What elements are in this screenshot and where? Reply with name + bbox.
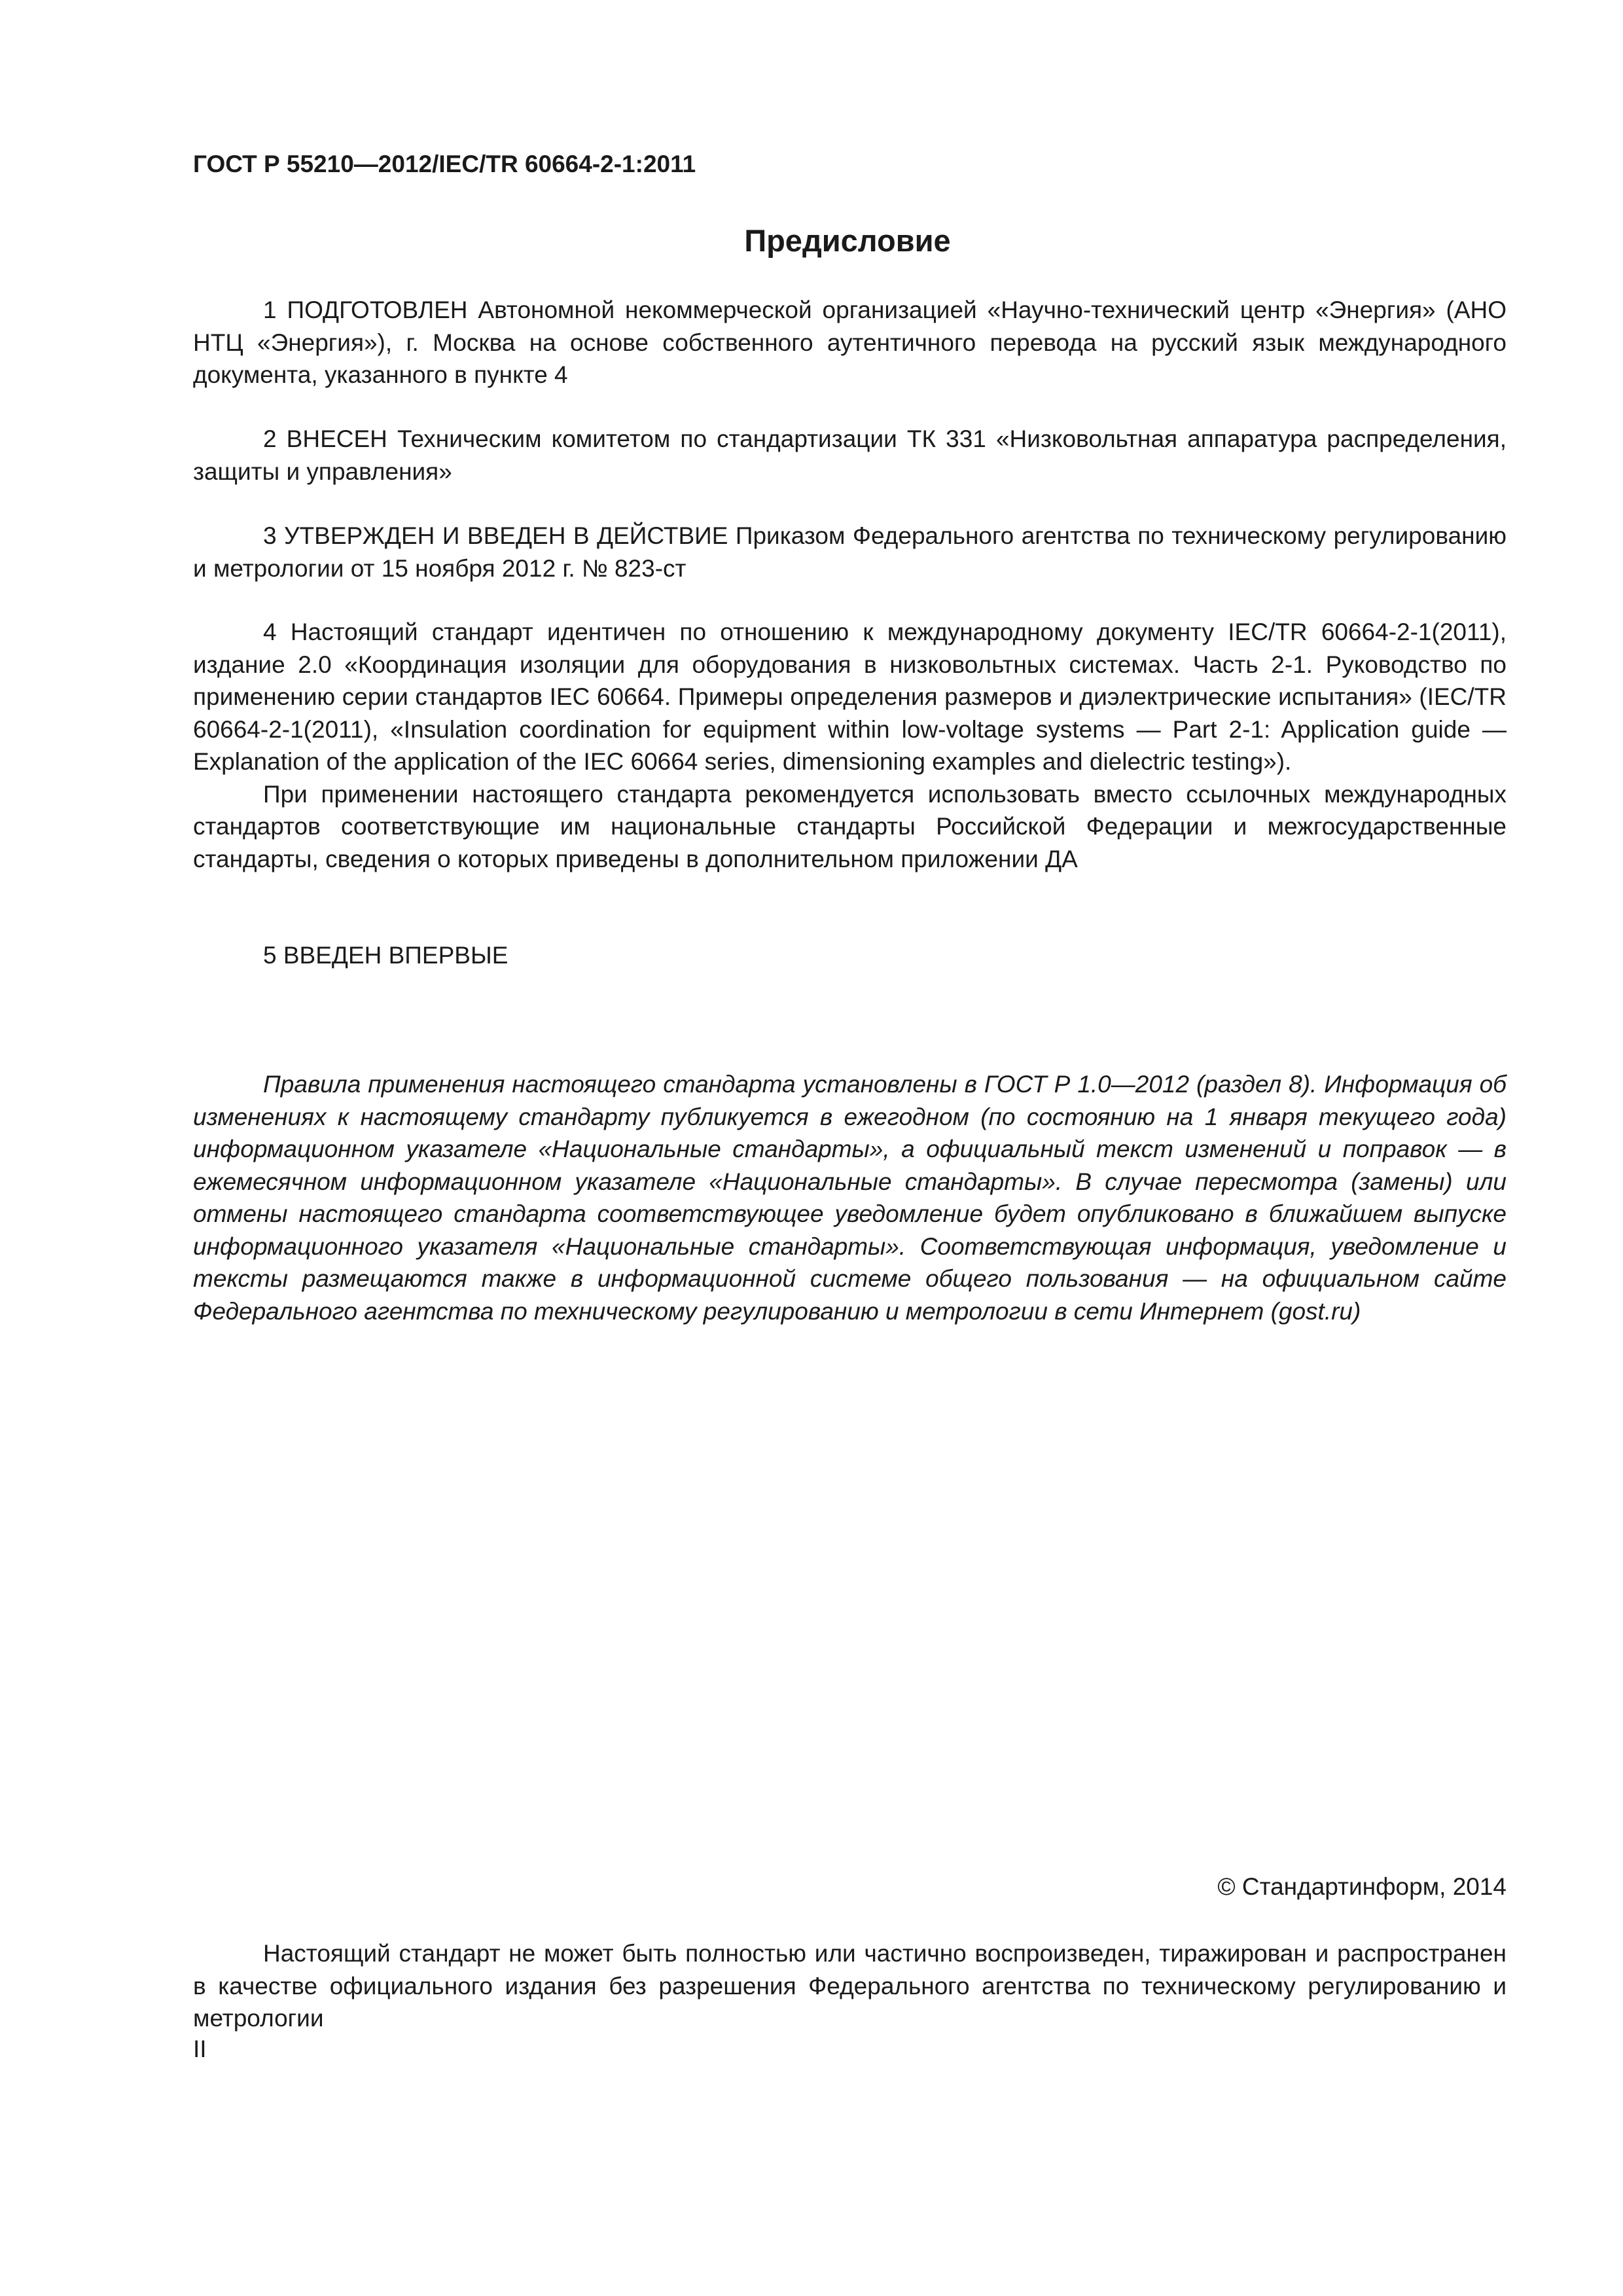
foreword-item-4-note: При применении настоящего стандарта рекомендуется использовать вместо ссылочных международных стандартов соответствующие им национальные стандарты Российской Федерации и межгосударственные стандарты, сведения о которых приведены в дополнительном приложении ДА [193, 780, 1507, 872]
foreword-item-5-text: 5 ВВЕДЕН ВПЕРВЫЕ [263, 942, 508, 969]
foreword-item-4-text: 4 Настоящий стандарт идентичен по отношению к международному документу IEC/TR 60664-2-1(2011), издание 2.0 «Координация изоляции для оборудования в низковольтных системах. Часть 2-1. Руководство по применению серии стандартов IEC 60664. Примеры определения размеров и диэлектрические испытания» (IEC/TR 60664-2-1(2011), «Insulation coordination for equipment within low-voltage systems — Part 2-1: Application guide — Explanation of the application of the IEC 60664 series, dimensioning examples and dielectric testing»). [193, 619, 1507, 775]
foreword-item-5 [193, 939, 1507, 972]
foreword-item-2 [193, 423, 1507, 488]
page-number: II [193, 2036, 207, 2062]
reproduction-text: Настоящий стандарт не может быть полностью или частично воспроизведен, тиражирован и распространен в качестве официального издания без разрешения Федерального агентства по техническому регулированию и метрологии [193, 1940, 1507, 2032]
foreword-item-3-text: 3 УТВЕРЖДЕН И ВВЕДЕН В ДЕЙСТВИЕ Приказом Федерального агентства по техническому регулированию и метрологии от 15 ноября 2012 г. № 823-ст [193, 522, 1507, 582]
foreword-item-2-text: 2 ВНЕСЕН Техническим комитетом по стандартизации ТК 331 «Низковольтная аппаратура распределения, защиты и управления» [193, 425, 1507, 485]
foreword-item-1-text: 1 ПОДГОТОВЛЕН Автономной некоммерческой организацией «Научно-технический центр «Энергия» (АНО НТЦ «Энергия»), г. Москва на основе собственного аутентичного перевода на русский язык международного документа, указанного в пункте 4 [193, 296, 1507, 388]
application-rules-text: Правила применения настоящего стандарта установлены в ГОСТ Р 1.0—2012 (раздел 8). Информация об изменениях к настоящему стандарту публикуется в ежегодном (по состоянию на 1 января текущего года) информационном указателе «Национальные стандарты», а официальный текст изменений и поправок — в ежемесячном информационном указателе «Национальные стандарты». В случае пересмотра (замены) или отмены настоящего стандарта соответствующее уведомление будет опубликовано в ближайшем выпуске информационного указателя «Национальные стандарты». Соответствующая информация, уведомление и тексты размещаются также в информационной системе общего пользования — на официальном сайте Федерального агентства по техническому регулированию и метрологии в сети Интернет (gost.ru) [193, 1071, 1507, 1325]
foreword-item-3 [193, 520, 1507, 584]
foreword-item-1 [193, 294, 1507, 391]
copyright-line: © Стандартинформ, 2014 [1217, 1873, 1507, 1900]
application-rules-notice [193, 1068, 1507, 1327]
reproduction-notice [193, 1937, 1507, 2035]
foreword-item-4 [193, 616, 1507, 875]
standard-designation: ГОСТ Р 55210—2012/IEC/TR 60664-2-1:2011 [193, 151, 696, 177]
page-title: Предисловие [744, 223, 951, 258]
